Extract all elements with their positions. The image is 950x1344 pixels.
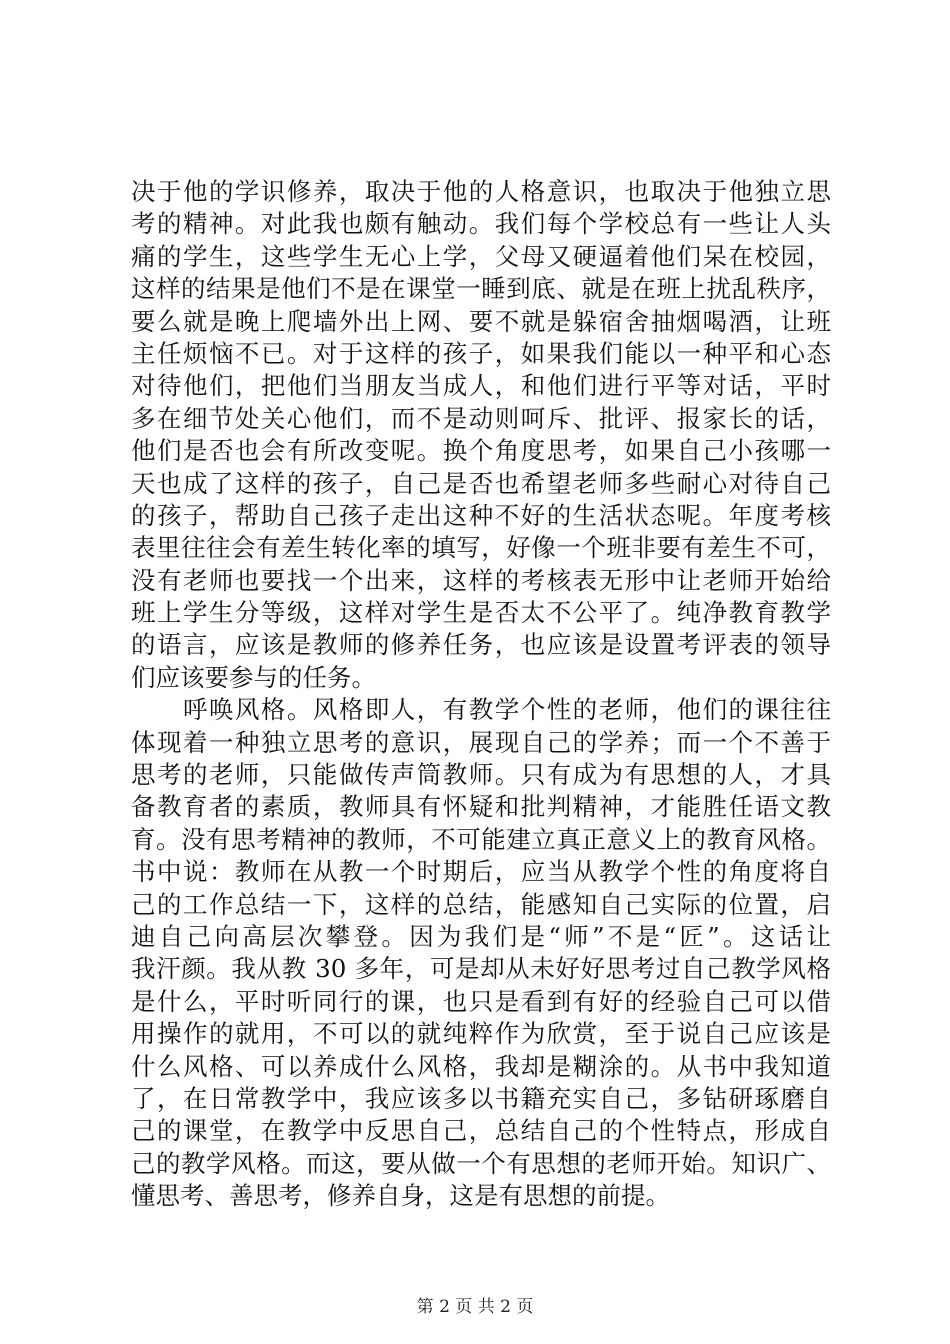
text-line: 天也成了这样的孩子，自己是否也希望老师多些耐心对待自己	[131, 468, 831, 498]
text-line: 他们是否也会有所改变呢。换个角度思考，如果自己小孩哪一	[131, 436, 831, 466]
text-line: 的孩子，帮助自己孩子走出这种不好的生活状态呢。年度考核	[131, 500, 831, 530]
page-number-footer: 第 2 页 共 2 页	[416, 1297, 534, 1317]
text-line: 己的工作总结一下，这样的总结，能感知自己实际的位置，启	[131, 889, 831, 919]
text-line: 主任烦恼不已。对于这样的孩子，如果我们能以一种平和心态	[131, 338, 831, 368]
text-line: 们应该要参与的任务。	[131, 662, 376, 692]
text-line: 了，在日常教学中，我应该多以书籍充实自己，多钻研琢磨自	[131, 1083, 831, 1113]
text-line: 没有老师也要找一个出来，这样的考核表无形中让老师开始给	[131, 565, 831, 595]
text-line: 什么风格、可以养成什么风格，我却是糊涂的。从书中我知道	[131, 1051, 831, 1081]
text-line: 己的教学风格。而这，要从做一个有思想的老师开始。知识广、	[131, 1148, 831, 1178]
text-line: 呼唤风格。风格即人，有教学个性的老师，他们的课往往	[183, 695, 831, 725]
text-line: 用操作的就用，不可以的就纯粹作为欣赏，至于说自己应该是	[131, 1019, 831, 1049]
text-line: 我汗颜。我从教 30 多年，可是却从未好好思考过自己教学风格	[131, 954, 831, 984]
text-line: 考的精神。对此我也颇有触动。我们每个学校总有一些让人头	[131, 209, 831, 239]
paragraph-1	[131, 176, 831, 694]
text-line: 思考的老师，只能做传声筒教师。只有成为有思想的人，才具	[131, 760, 831, 790]
text-line: 这样的结果是他们不是在课堂一睡到底、就是在班上扰乱秩序，	[131, 274, 831, 304]
document-body	[131, 176, 831, 1213]
text-line: 备教育者的素质，教师具有怀疑和批判精神，才能胜任语文教	[131, 792, 831, 822]
text-line: 体现着一种独立思考的意识，展现自己的学养；而一个不善于	[131, 727, 831, 757]
text-line: 的语言，应该是教师的修养任务，也应该是设置考评表的领导	[131, 630, 831, 660]
text-line: 对待他们，把他们当朋友当成人，和他们进行平等对话，平时	[131, 371, 831, 401]
text-line: 迪自己向高层次攀登。因为我们是“师”不是“匠”。这话让	[131, 921, 831, 951]
text-line: 班上学生分等级，这样对学生是否太不公平了。纯净教育教学	[131, 598, 831, 628]
text-line: 决于他的学识修养，取决于他的人格意识，也取决于他独立思	[131, 177, 831, 206]
text-line: 懂思考、善思考，修养自身，这是有思想的前提。	[131, 1181, 670, 1211]
text-line: 书中说：教师在从教一个时期后，应当从教学个性的角度将自	[131, 857, 831, 887]
text-line: 表里往往会有差生转化率的填写，好像一个班非要有差生不可，	[131, 533, 831, 563]
text-line: 要么就是晚上爬墙外出上网、要不就是躲宿舍抽烟喝酒，让班	[131, 306, 831, 336]
text-line: 己的课堂，在教学中反思自己，总结自己的个性特点，形成自	[131, 1116, 831, 1146]
paragraph-2	[131, 694, 831, 1212]
text-line: 育。没有思考精神的教师，不可能建立真正意义上的教育风格。	[131, 824, 831, 854]
text-line: 多在细节处关心他们，而不是动则呵斥、批评、报家长的话，	[131, 403, 831, 433]
text-line: 痛的学生，这些学生无心上学，父母又硬逼着他们呆在校园，	[131, 241, 831, 271]
text-line: 是什么，平时听同行的课，也只是看到有好的经验自己可以借	[131, 986, 831, 1016]
